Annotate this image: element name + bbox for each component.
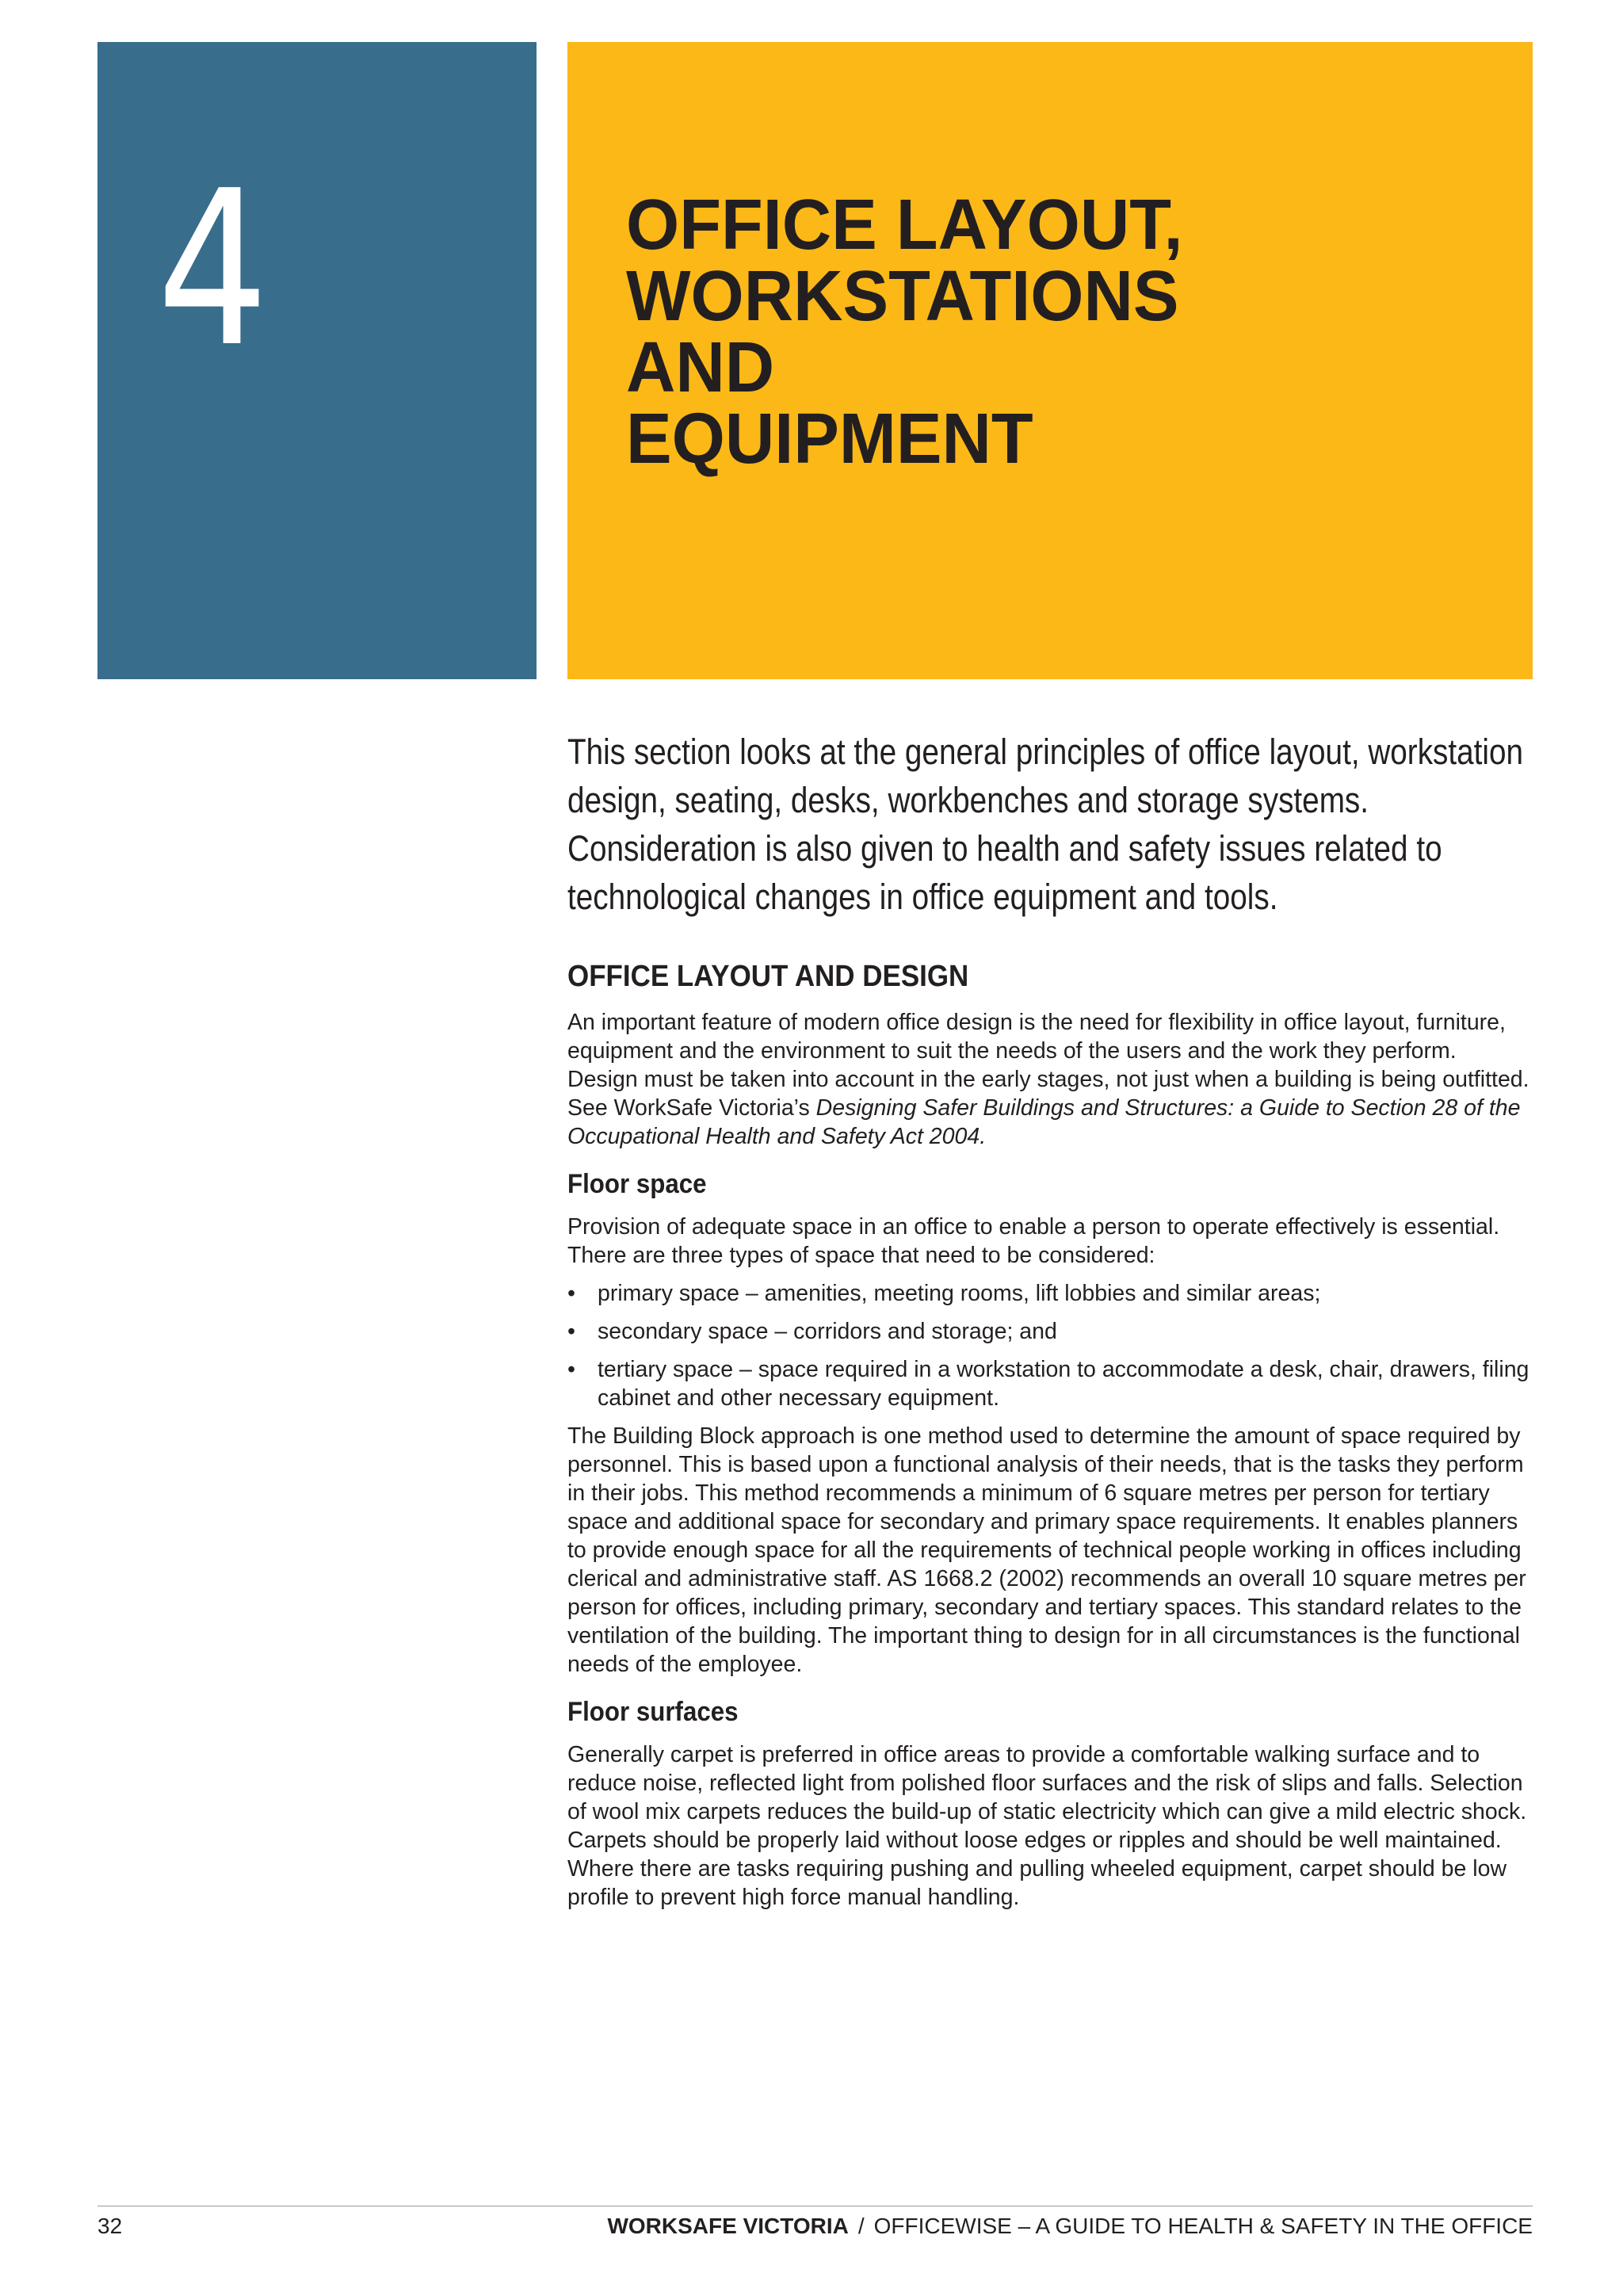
footer-publication-info (607, 2213, 1533, 2240)
intro-paragraph: This section looks at the general principles of office layout, workstation design, seating, desks, workbenches and storage systems. Consideration is also given to health and safety issues related to technological changes in office equipment and tools. (567, 732, 1524, 917)
list-item: • secondary space – corridors and storage; and (567, 1317, 1533, 1346)
floor-space-paragraph-2: The Building Block approach is one method used to determine the amount of space required by personnel. This is based upon a functional analysis of their needs, that is the tasks they perform in their jobs. This method recommends a minimum of 6 square metres per person for tertiary space and additional space for secondary and primary space requirements. It enables planners to provide enough space for all the requirements of technical people working in offices including clerical and administrative staff. AS 1668.2 (2002) recommends an overall 10 square metres per person for offices, including primary, secondary and tertiary spaces. This standard relates to the ventilation of the building. The important thing to design for in all circumstances is the functional needs of the employee. (567, 1423, 1526, 1677)
chapter-title-box (567, 42, 1533, 679)
subheading-floor-surfaces: Floor surfaces (567, 1697, 739, 1727)
floor-surfaces-paragraph: Generally carpet is preferred in office areas to provide a comfortable walking surface and to reduce noise, reflected light from polished floor surfaces and the risk of slips and falls. Selection of wool mix carpets reduces the build-up of static electricity which can give a mild electric shock. Carpets should be properly laid without loose edges or ripples and should be well maintained. Where there are tasks requiring pushing and pulling wheeled equipment, carpet should be low profile to prevent high force manual handling. (567, 1742, 1527, 1910)
list-item: • tertiary space – space required in a workstation to accommodate a desk, chair, drawers, filing cabinet and other necessary equipment. (567, 1355, 1533, 1412)
publication-reference: Designing Safer Buildings and Structures: a Guide to Section 28 of the Occupational Health and Safety Act 2004. (567, 1095, 1521, 1149)
chapter-number: 4 (157, 144, 266, 394)
footer-separator: / (857, 2214, 865, 2238)
office-layout-paragraph (567, 1008, 1533, 1151)
chapter-title (626, 185, 1205, 479)
page-number: 32 (97, 2214, 123, 2238)
office-layout-text: An important feature of modern office design is the need for flexibility in office layout, furniture, equipment and the environment to suit the needs of the users and the work they perform. Design must be taken into account in the early stages, not just when a building is being outfitted. See WorkSafe Victoria’s (567, 1010, 1529, 1121)
footer-publication-title: OFFICEWISE – A GUIDE TO HEALTH & SAFETY IN THE OFFICE (873, 2214, 1533, 2238)
list-item: • primary space – amenities, meeting rooms, lift lobbies and similar areas; (567, 1279, 1533, 1308)
chapter-number-box (97, 42, 537, 679)
chapter-title-line-1: OFFICE LAYOUT, (626, 185, 1183, 265)
floor-space-paragraph-1: Provision of adequate space in an office to enable a person to operate effectively is essential. There are three types of space that need to be considered: (567, 1214, 1500, 1268)
chapter-title-line-2: WORKSTATIONS AND (626, 257, 1179, 407)
footer-publisher: WORKSAFE VICTORIA (607, 2214, 849, 2238)
main-content (567, 728, 1533, 1921)
section-heading-office-layout: OFFICE LAYOUT AND DESIGN (567, 960, 969, 993)
space-types-list (567, 1279, 1533, 1412)
subheading-floor-space: Floor space (567, 1169, 707, 1199)
chapter-title-line-3: EQUIPMENT (626, 399, 1033, 479)
